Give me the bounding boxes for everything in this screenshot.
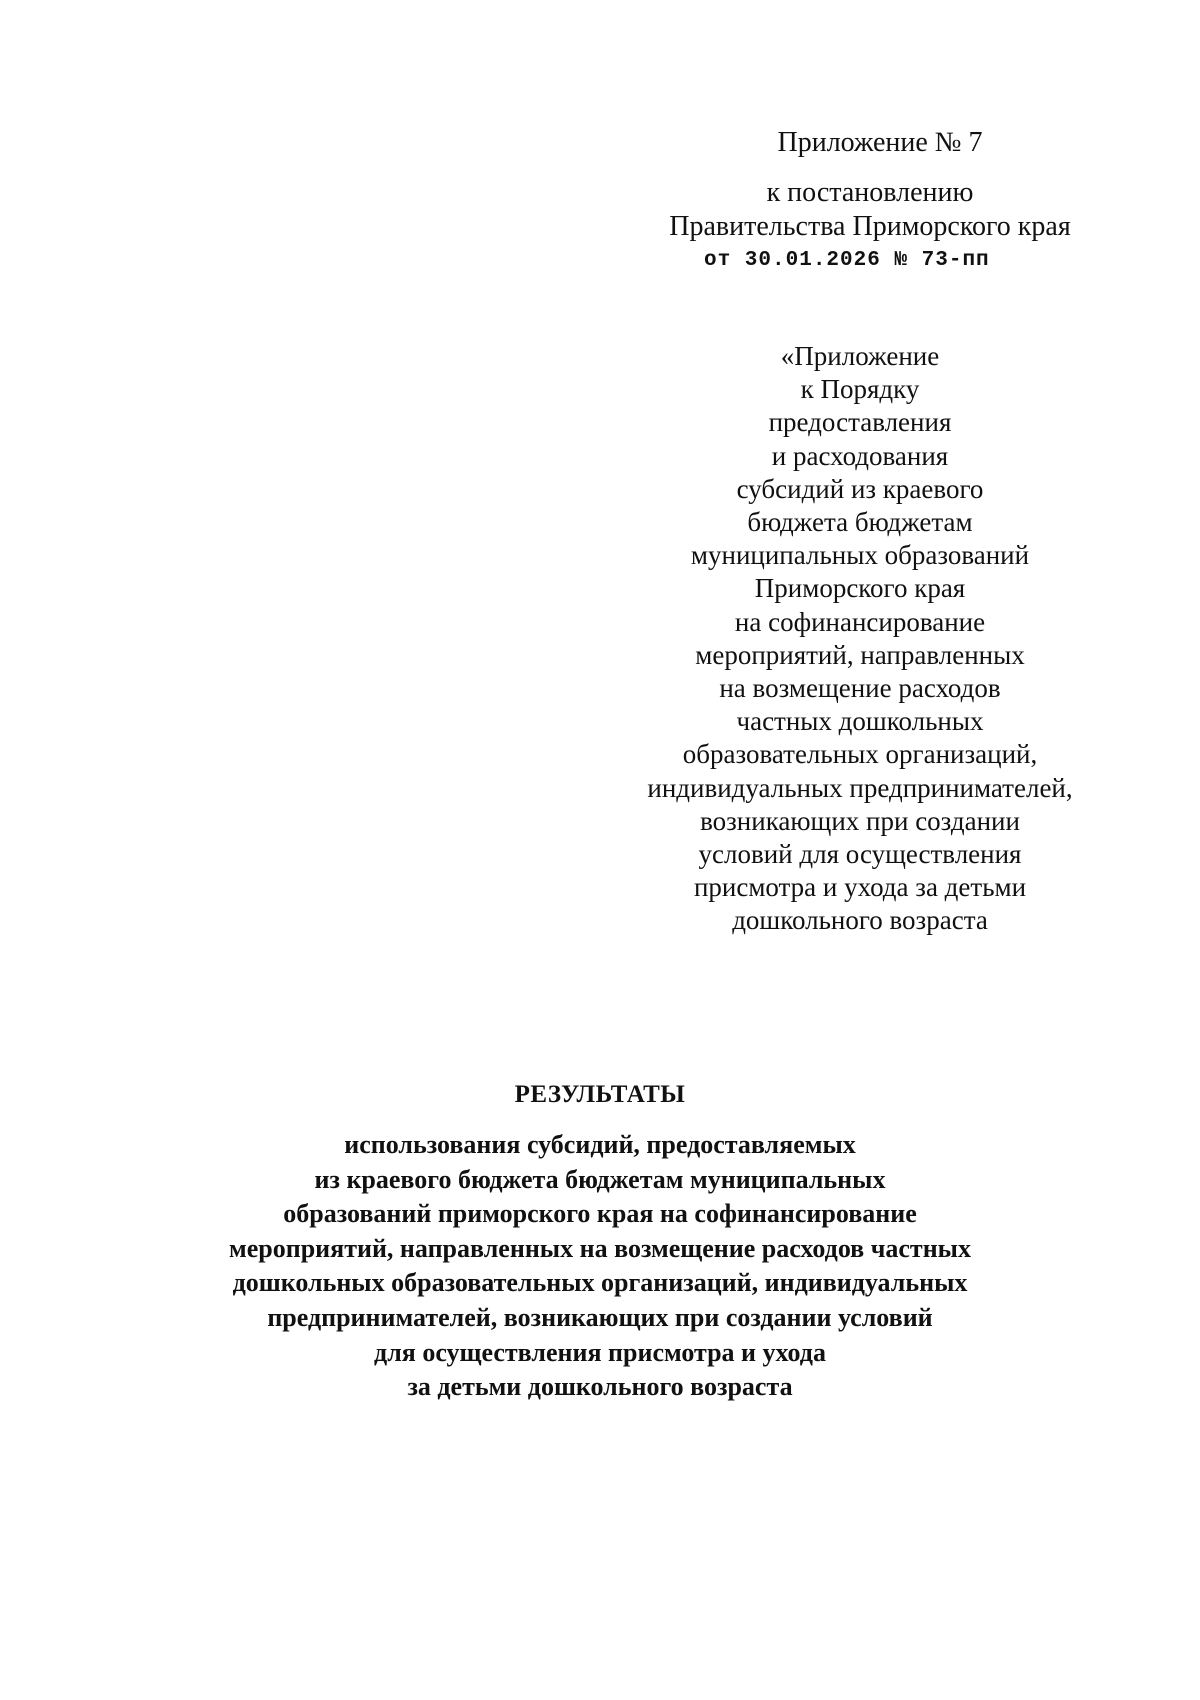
order-attachment-line: дошкольного возраста: [732, 905, 988, 936]
order-attachment-line: мероприятий, направленных: [695, 639, 1025, 670]
order-attachment-line: «Приложение: [780, 341, 940, 371]
order-attachment-line: на возмещение расходов: [719, 673, 1001, 704]
results-subtitle-line: за детьми дошкольного возраста: [407, 1372, 793, 1402]
order-attachment-line: муниципальных образований: [690, 540, 1030, 571]
attachment-date-number: от 30.01.2026 № 73-пп: [704, 249, 990, 272]
order-attachment-line: на софинансирование: [734, 606, 986, 637]
attachment-title: Приложение № 7: [777, 127, 983, 158]
results-subtitle-line: дошкольных образовательных организаций, индивидуальных: [232, 1268, 968, 1298]
results-subtitle-line: мероприятий, направленных на возмещение расходов частных: [229, 1233, 971, 1263]
results-subtitle-line: для осуществления присмотра и ухода: [374, 1337, 826, 1367]
order-attachment-block: [620, 340, 1100, 938]
order-attachment-line: образовательных организаций,: [682, 739, 1038, 770]
order-attachment-line: присмотра и ухода за детьми: [693, 872, 1027, 903]
results-heading: РЕЗУЛЬТАТЫ: [514, 1081, 686, 1108]
results-subtitle: [0, 1128, 1200, 1405]
results-subtitle-line: из краевого бюджета бюджетам муниципальных: [314, 1164, 886, 1194]
order-attachment-line: и расходования: [771, 440, 949, 471]
order-attachment-line: субсидий из краевого: [736, 473, 984, 504]
order-attachment-line: возникающих при создании: [700, 805, 1020, 836]
order-attachment-line: предоставления: [768, 407, 952, 438]
results-subtitle-line: использования субсидий, предоставляемых: [344, 1130, 856, 1159]
order-attachment-line: частных дошкольных: [736, 706, 984, 737]
results-subtitle-line: предпринимателей, возникающих при создании условий: [267, 1302, 933, 1332]
order-attachment-line: бюджета бюджетам: [747, 507, 973, 538]
attachment-to-resolution: к постановлению: [766, 177, 974, 208]
order-attachment-line: условий для осуществления: [698, 839, 1022, 870]
attachment-government: Правительства Приморского края: [669, 211, 1071, 242]
order-attachment-line: к Порядку: [800, 374, 920, 405]
order-attachment-line: Приморского края: [754, 573, 966, 604]
order-attachment-line: индивидуальных предпринимателей,: [647, 772, 1073, 803]
results-subtitle-line: образований приморского края на софинансирование: [283, 1199, 917, 1229]
